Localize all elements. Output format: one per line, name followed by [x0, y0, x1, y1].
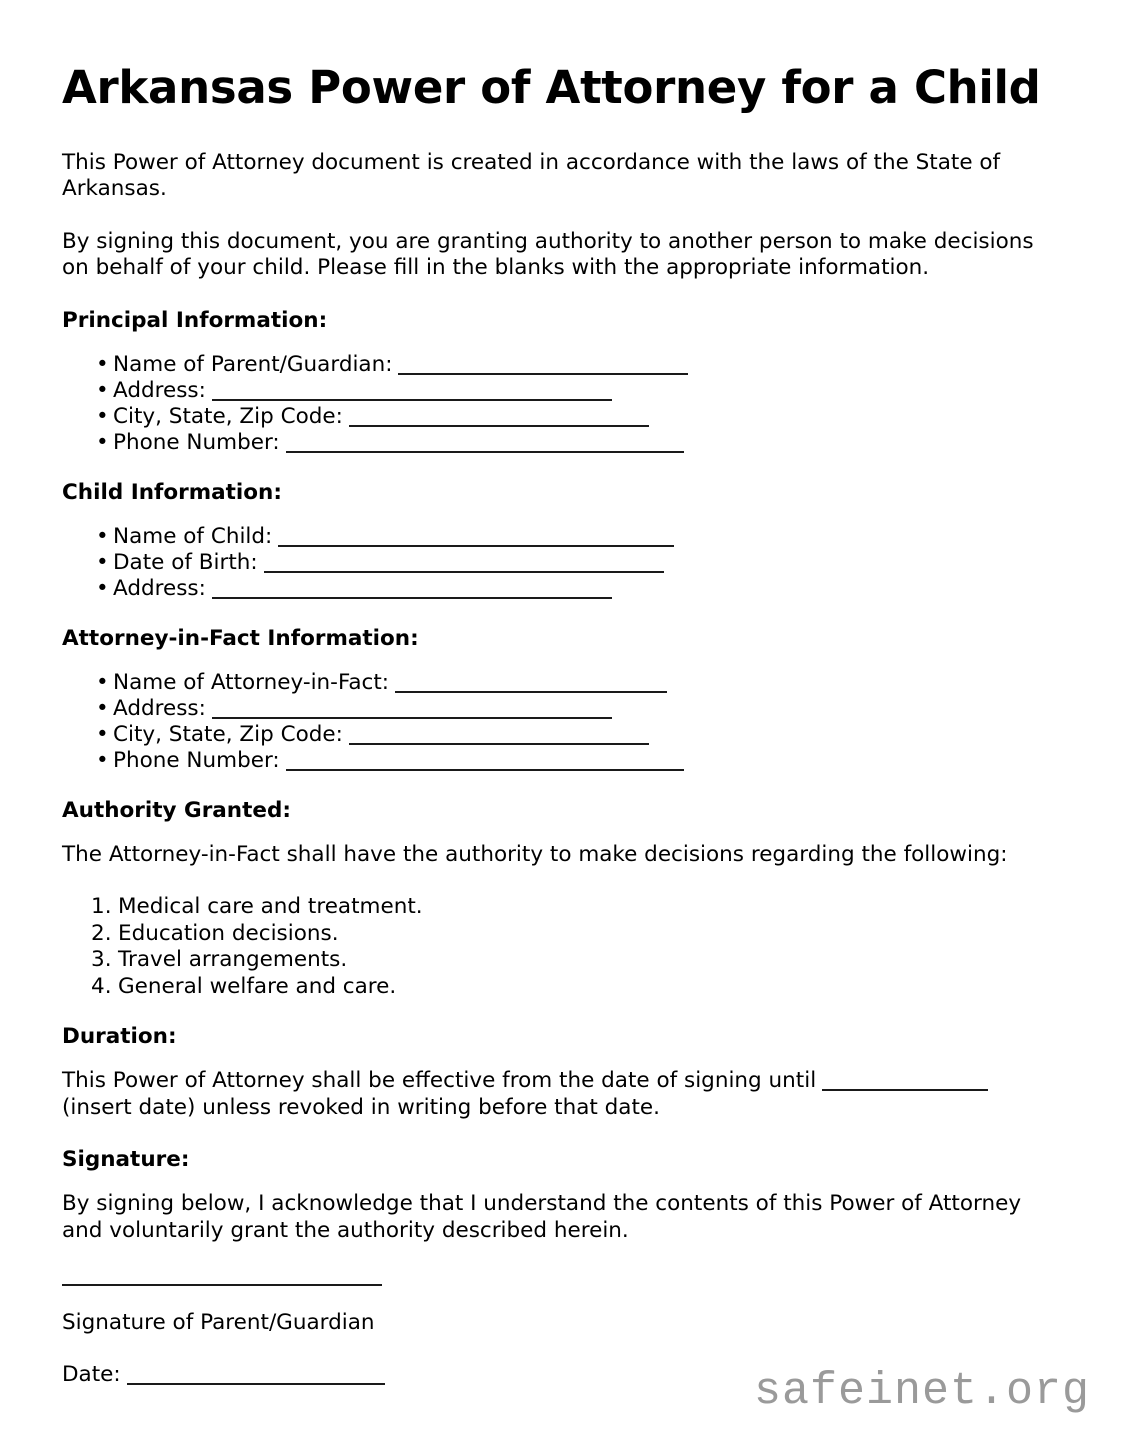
list-item: Education decisions.	[118, 920, 339, 946]
attorney-in-fact-field-list	[62, 670, 1062, 774]
duration-text-before-blank: This Power of Attorney shall be effective from the date of signing until	[62, 1068, 817, 1094]
list-item	[62, 696, 1062, 722]
fill-in-blank[interactable]	[212, 597, 612, 599]
principal-information-field-list	[62, 352, 1062, 456]
field-label: Address:	[113, 377, 206, 403]
list-item	[62, 404, 1062, 430]
fill-in-blank[interactable]	[286, 769, 684, 771]
field-label: Name of Parent/Guardian:	[113, 351, 393, 377]
list-item: Medical care and treatment.	[118, 894, 423, 920]
signature-caption: Signature of Parent/Guardian	[62, 1310, 375, 1336]
list-item	[62, 378, 1062, 404]
list-item	[62, 352, 1062, 378]
page-title: Arkansas Power of Attorney for a Child	[62, 61, 1041, 114]
section-heading-duration: Duration:	[62, 1024, 177, 1050]
list-item	[62, 670, 1062, 696]
watermark: safeinet.org	[753, 1366, 1090, 1417]
field-label: Address:	[113, 695, 206, 721]
fill-in-blank[interactable]	[349, 425, 649, 427]
field-label: Name of Child:	[113, 523, 273, 549]
fill-in-blank[interactable]	[278, 545, 674, 547]
authority-granted-intro: The Attorney-in-Fact shall have the authority to make decisions regarding the following:	[62, 841, 1008, 867]
list-item	[62, 550, 1062, 576]
duration-paragraph	[62, 1068, 1057, 1121]
intro-paragraph-1: This Power of Attorney document is created in accordance with the laws of the State of Arkansas.	[62, 149, 1001, 202]
duration-text-after-blank: (insert date) unless revoked in writing before that date.	[62, 1094, 660, 1120]
intro-paragraph-2: By signing this document, you are granting authority to another person to make decisions on behalf of your child. Please fill in the blanks with the appropriate information.	[62, 228, 1034, 281]
list-item: Travel arrangements.	[118, 947, 348, 973]
fill-in-blank[interactable]	[395, 691, 667, 693]
fill-in-blank[interactable]	[212, 399, 612, 401]
list-item	[62, 524, 1062, 550]
signature-acknowledgement: By signing below, I acknowledge that I understand the contents of this Power of Attorney and voluntarily grant the authority described herein.	[62, 1191, 1022, 1243]
section-heading-authority-granted: Authority Granted:	[62, 797, 291, 823]
field-label: Date of Birth:	[113, 549, 258, 575]
fill-in-blank[interactable]	[398, 373, 688, 375]
list-item	[62, 430, 1062, 456]
list-item	[62, 748, 1062, 774]
field-label: Address:	[113, 575, 206, 601]
child-information-field-list	[62, 524, 1062, 602]
field-label: Name of Attorney-in-Fact:	[113, 669, 390, 695]
section-heading-signature: Signature:	[62, 1147, 190, 1173]
section-heading-attorney-in-fact-information: Attorney-in-Fact Information:	[62, 625, 419, 651]
duration-date-blank[interactable]	[822, 1089, 988, 1091]
authority-granted-list	[62, 894, 1062, 1000]
list-item	[62, 722, 1062, 748]
field-label: Phone Number:	[113, 747, 280, 773]
section-heading-child-information: Child Information:	[62, 479, 282, 505]
field-label: Phone Number:	[113, 429, 280, 455]
date-blank[interactable]	[127, 1383, 385, 1385]
fill-in-blank[interactable]	[212, 717, 612, 719]
date-label: Date:	[62, 1362, 121, 1388]
field-label: City, State, Zip Code:	[113, 721, 343, 747]
fill-in-blank[interactable]	[349, 743, 649, 745]
fill-in-blank[interactable]	[286, 451, 684, 453]
field-label: City, State, Zip Code:	[113, 403, 343, 429]
signature-line[interactable]	[62, 1284, 382, 1286]
list-item	[62, 576, 1062, 602]
section-heading-principal-information: Principal Information:	[62, 307, 328, 333]
fill-in-blank[interactable]	[264, 571, 664, 573]
list-item: General welfare and care.	[118, 973, 397, 999]
